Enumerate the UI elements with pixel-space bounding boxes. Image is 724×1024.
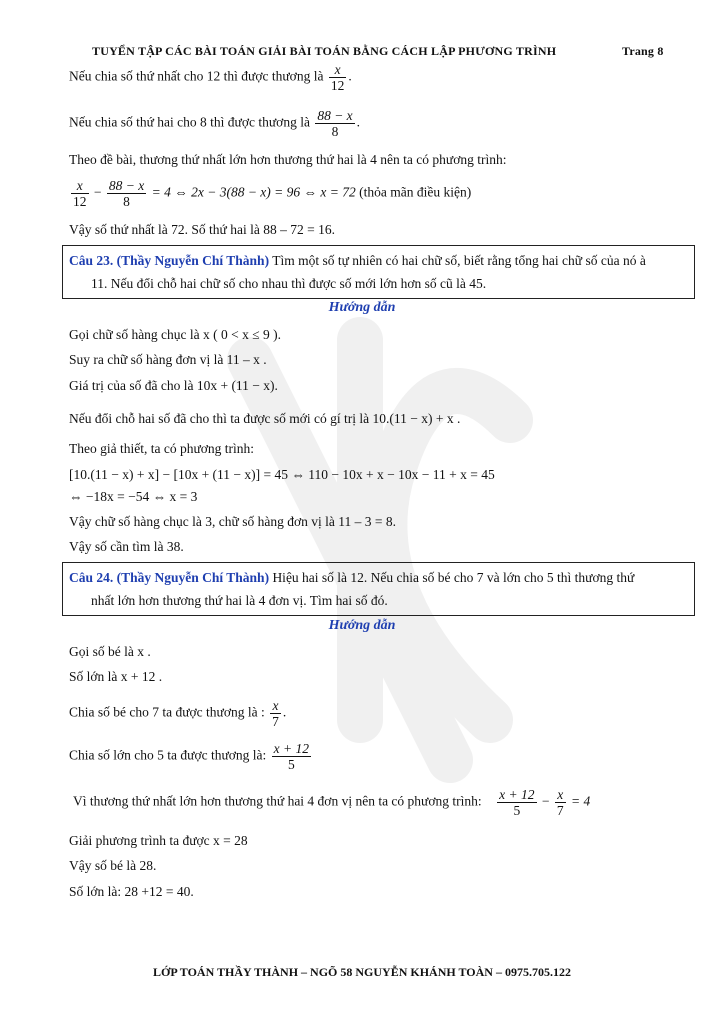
solution-24-fraction-line: Chia số bé cho 7 ta được thương là : $\frac{x}{7}$ .: [69, 698, 287, 729]
solution-23-line: Gọi chữ số hàng chục là x ( 0 < x ≤ 9 ).: [69, 327, 282, 342]
solution-23-line: Theo giả thiết, ta có phương trình:: [69, 441, 255, 456]
solution-23-line: Nếu đổi chỗ hai số đã cho thì ta được số mới có gí trị là 10.(11 − x) + x .: [69, 411, 461, 426]
para-problem-statement: Theo đề bài, thương thứ nhất lớn hơn thương thứ hai là 4 nên ta có phương trình:: [69, 152, 507, 167]
equation-22: $\frac{x}{12}$ − $\frac{88 - x}{8}$ = 4 ⇔ 2x − 3(88 − x) = 96 ⇔ x = 72 (thỏa mãn điều kiện): [73, 178, 472, 209]
question-23-box: Câu 23. (Thầy Nguyễn Chí Thành) Tìm một số tự nhiên có hai chữ số, biết rằng tổng hai chữ số của nó à 11. Nếu đổi chỗ hai chữ số cho nhau thì được số mới lớn hơn số cũ là 45.: [62, 245, 695, 299]
solution-23-line: Giá trị của số đã cho là 10x + (11 − x).: [69, 378, 278, 393]
guide-heading-23: Hướng dẫn: [328, 300, 396, 315]
solution-23-line: Suy ra chữ số hàng đơn vị là 11 – x .: [69, 352, 267, 367]
solution-23-equation: ⇔ −18x = −54 ⇔ x = 3: [69, 489, 198, 504]
page-number: Trang 8: [622, 44, 664, 58]
page-footer: LỚP TOÁN THẦY THÀNH – NGÕ 58 NGUYỄN KHÁNH TOÀN – 0975.705.122: [153, 965, 571, 979]
question-24-label: Câu 24. (Thầy Nguyễn Chí Thành): [69, 570, 270, 585]
para-second-quotient: Nếu chia số thứ hai cho 8 thì được thương là $\frac{88 - x}{8}$ .: [69, 108, 361, 139]
solution-23-line: Vậy chữ số hàng chục là 3, chữ số hàng đơn vị là 11 – 3 = 8.: [69, 514, 396, 529]
solution-24-line: Số lớn là x + 12 .: [69, 669, 163, 684]
solution-23-equation: [10.(11 − x) + x] − [10x + (11 − x)] = 45 ⇔ 110 − 10x + x − 10x − 11 + x = 45: [69, 467, 495, 482]
question-24-box: Câu 24. (Thầy Nguyễn Chí Thành) Hiệu hai số là 12. Nếu chia số bé cho 7 và lớn cho 5 thì thương thứ nhất lớn hơn thương thứ hai là 4 đơn vị. Tìm hai số đó.: [62, 562, 695, 616]
solution-24-fraction-line: Chia số lớn cho 5 ta được thương là: $\frac{x + 12}{5}$: [69, 741, 310, 772]
solution-24-equation: Vì thương thứ nhất lớn hơn thương thứ hai 4 đơn vị nên ta có phương trình: $\frac{x + 12}{5}$ − $\frac{x}{7}$ = 4: [73, 787, 591, 818]
solution-24-line: Gọi số bé là x .: [69, 644, 151, 659]
conclusion-22: Vậy số thứ nhất là 72. Số thứ hai là 88 – 72 = 16.: [69, 222, 335, 237]
header-title: TUYỂN TẬP CÁC BÀI TOÁN GIẢI BÀI TOÁN BẰNG CÁCH LẬP PHƯƠNG TRÌNH: [92, 44, 557, 58]
fraction-88-x-8: $\frac{88 - x}{8}$: [317, 108, 353, 139]
solution-23-answer: Vậy số cần tìm là 38.: [69, 539, 184, 554]
solution-24-answer: Số lớn là: 28 +12 = 40.: [69, 884, 194, 899]
question-23-label: Câu 23. (Thầy Nguyễn Chí Thành): [69, 253, 270, 268]
solution-24-line: Vậy số bé là 28.: [69, 858, 157, 873]
fraction-x-12: $\frac{x}{12}$: [330, 62, 345, 93]
guide-heading-24: Hướng dẫn: [328, 618, 396, 633]
para-first-quotient: Nếu chia số thứ nhất cho 12 thì được thương là $\frac{x}{12}$ .: [69, 62, 352, 93]
solution-24-line: Giải phương trình ta được x = 28: [69, 833, 248, 848]
